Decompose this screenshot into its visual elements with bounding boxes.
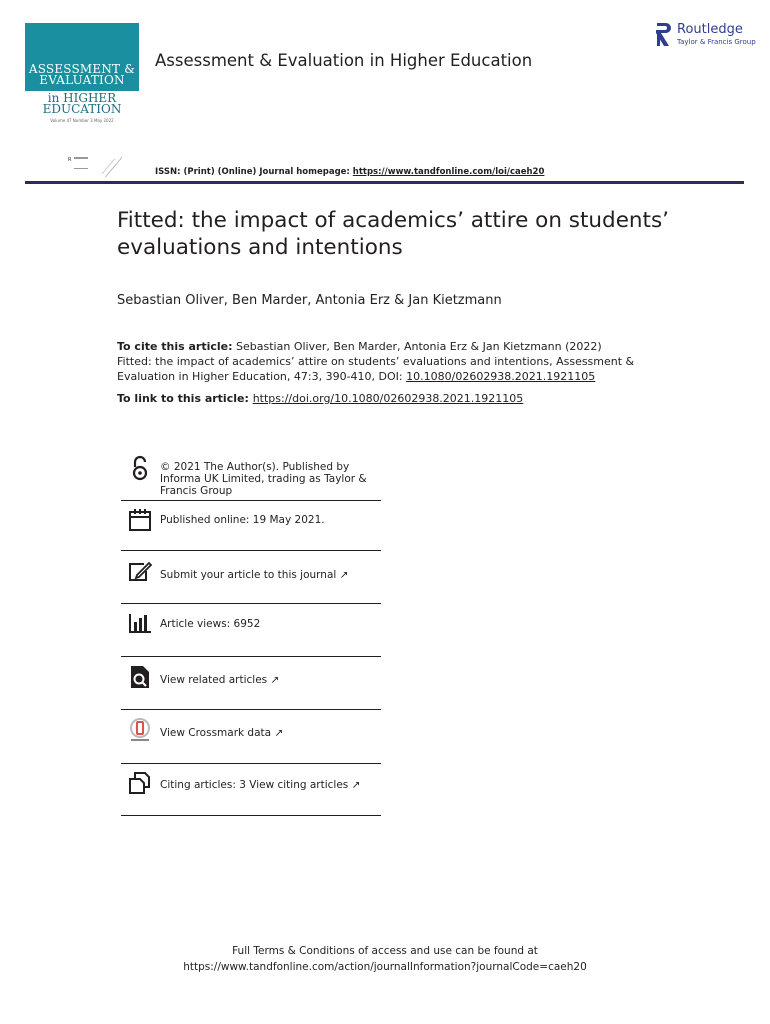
cover-title-lower [25,93,139,115]
citing-articles-label[interactable]: Citing articles: 3 View citing articles [160,779,349,791]
citing-articles-icon[interactable] [127,770,153,796]
crossmark-link[interactable] [160,727,283,739]
article-doi-link[interactable]: https://doi.org/10.1080/02602938.2021.1921105 [252,392,524,405]
cover-title-in: in HIGHER [47,91,117,105]
cover-publisher-stamp [62,152,122,180]
crossmark-label[interactable]: View Crossmark data [160,727,272,739]
article-authors: Sebastian Oliver, Ben Marder, Antonia Erz & Jan Kietzmann [117,293,502,308]
publisher-name: Routledge [677,22,743,37]
submit-pencil-icon[interactable] [127,560,153,586]
article-views-text: Article views: 6952 [160,618,261,630]
external-link-icon: ↗︎ [351,779,361,791]
related-articles-label[interactable]: View related articles [160,674,268,686]
related-articles-icon[interactable] [127,664,153,690]
journal-title: Assessment & Evaluation in Higher Education [155,51,533,70]
footer [0,943,770,975]
info-divider [121,550,381,551]
header-divider [25,181,744,184]
external-link-icon: ↗︎ [339,569,349,581]
issn-label: ISSN: (Print) (Online) Journal homepage: [155,167,353,177]
routledge-logo-icon [654,21,674,49]
journal-homepage-link[interactable]: https://www.tandfonline.com/loi/caeh20 [352,167,545,177]
link-line [117,392,523,405]
info-divider [121,815,381,816]
open-access-text: © 2021 The Author(s). Published by Informa UK Limited, trading as Taylor & Francis Group [160,461,367,497]
crossmark-icon[interactable] [127,717,153,743]
published-online-text: Published online: 19 May 2021. [160,514,325,526]
bar-chart-icon [127,610,153,636]
external-link-icon: ↗︎ [274,727,284,739]
article-title: Fitted: the impact of academics’ attire on students’ evaluations and intentions [117,208,670,260]
related-articles-link[interactable] [160,674,279,686]
info-divider [121,603,381,604]
cover-title [25,64,139,86]
publisher-sub: Taylor & Francis Group [677,38,756,46]
cite-label: To cite this article: [117,340,233,353]
submit-article-link[interactable] [160,569,348,581]
cover-title-low: EDUCATION [42,102,122,116]
svg-text:R: R [68,157,72,163]
footer-line-1: Full Terms & Conditions of access and use can be found at [232,945,538,957]
issn-line [155,167,544,177]
cite-text: Sebastian Oliver, Ben Marder, Antonia Erz & Jan Kietzmann (2022) Fitted: the impact of academics’ attire on students’ evaluations and intentions, Assessment & Evaluation in Higher Education, 47:3, 390-410, DOI: [117,340,635,383]
submit-article-label[interactable]: Submit your article to this journal [160,569,337,581]
info-divider [121,500,381,501]
info-divider [121,656,381,657]
calendar-icon [127,507,153,533]
info-divider [121,709,381,710]
cite-doi-link[interactable]: 10.1080/02602938.2021.1921105 [406,370,596,383]
link-label: To link to this article: [117,392,253,405]
citing-articles-link[interactable] [160,779,360,791]
footer-line-2[interactable]: https://www.tandfonline.com/action/journalInformation?journalCode=caeh20 [183,961,587,973]
cover-volume-text: Volume 47 Number 3 May 2022 [50,118,114,123]
external-link-icon: ↗︎ [270,674,280,686]
open-access-icon [127,455,153,481]
cover-title-top: ASSESSMENT & [28,62,136,76]
citation-block [117,339,637,384]
info-divider [121,763,381,764]
cover-title-mid: EVALUATION [39,73,125,87]
